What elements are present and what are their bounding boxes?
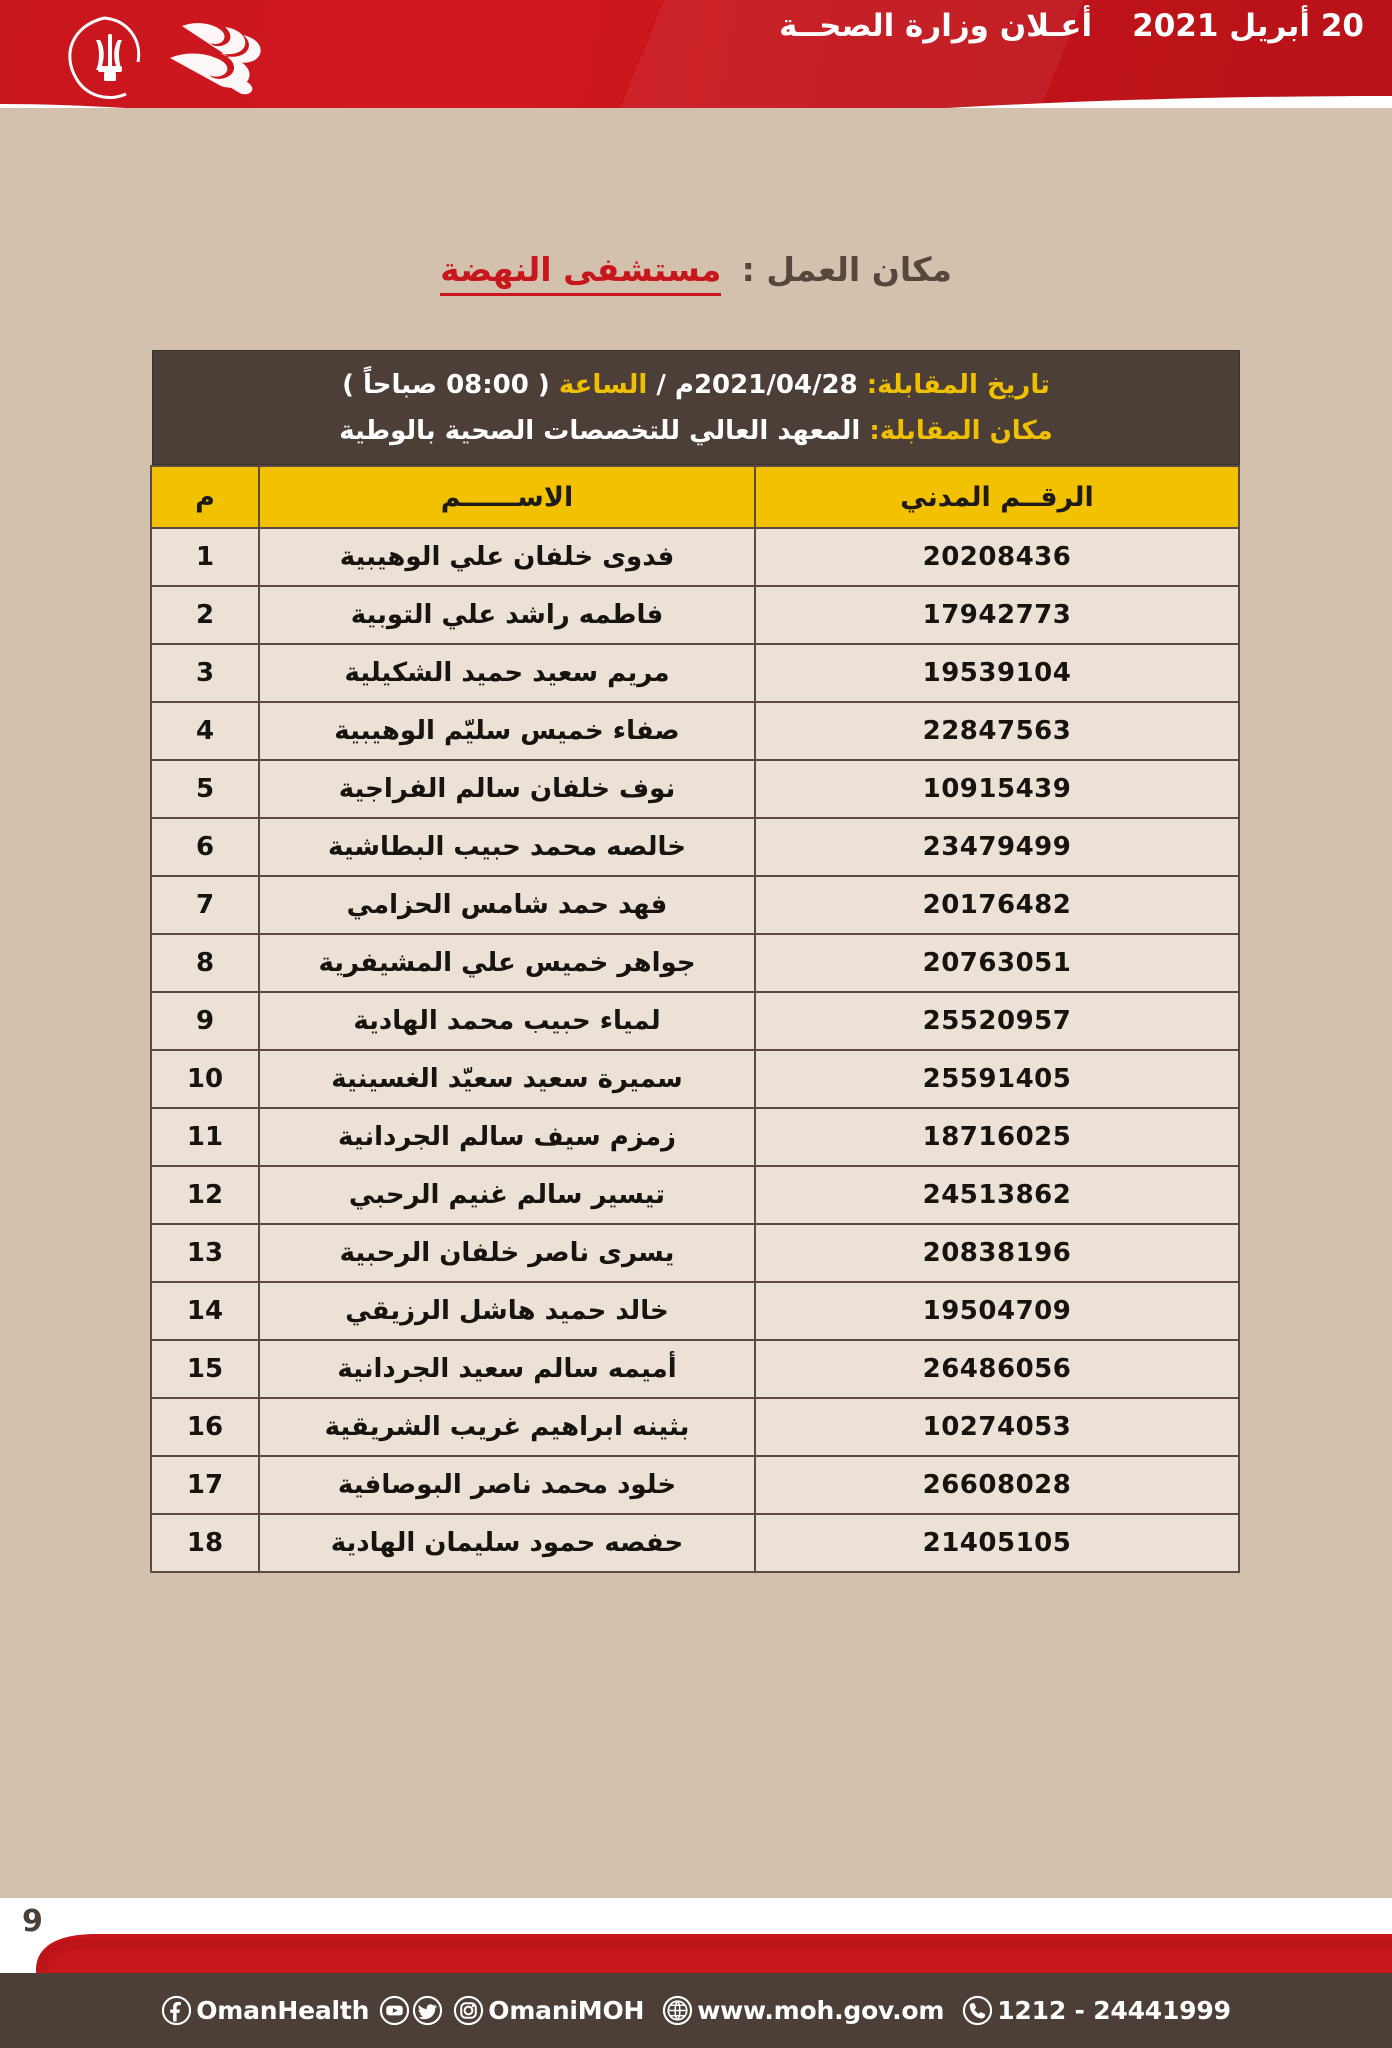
workplace-heading xyxy=(0,250,1392,289)
twitter-icon[interactable] xyxy=(412,1995,443,2026)
table-row xyxy=(151,818,1239,876)
interview-place-line xyxy=(179,413,1213,451)
cell-index: 4 xyxy=(151,702,259,760)
footer-item[interactable] xyxy=(962,1995,1231,2026)
page-number: 9 xyxy=(22,1904,43,1939)
cell-index: 3 xyxy=(151,644,259,702)
interview-time-label: الساعة xyxy=(558,370,648,400)
cell-civil-number: 20176482 xyxy=(755,876,1239,934)
footer-item[interactable] xyxy=(453,1995,644,2026)
cell-index: 18 xyxy=(151,1514,259,1572)
workplace-value: مستشفى النهضة xyxy=(440,250,721,296)
cell-index: 7 xyxy=(151,876,259,934)
interview-date-label: تاريخ المقابلة: xyxy=(866,370,1050,400)
applicants-table xyxy=(150,465,1240,1573)
cell-index: 8 xyxy=(151,934,259,992)
column-header-index: م xyxy=(151,466,259,528)
cell-index: 17 xyxy=(151,1456,259,1514)
table-row xyxy=(151,760,1239,818)
table-row xyxy=(151,876,1239,934)
interview-place-value: المعهد العالي للتخصصات الصحية بالوطية xyxy=(339,415,861,446)
table-row xyxy=(151,702,1239,760)
youtube-icon[interactable] xyxy=(379,1995,410,2026)
table-row xyxy=(151,644,1239,702)
column-header-name: الاســــــم xyxy=(259,466,755,528)
registration-table-block xyxy=(152,350,1240,1573)
cell-civil-number: 26608028 xyxy=(755,1456,1239,1514)
footer-item[interactable] xyxy=(161,1995,369,2026)
table-row xyxy=(151,992,1239,1050)
table-row xyxy=(151,1514,1239,1572)
cell-index: 2 xyxy=(151,586,259,644)
table-row xyxy=(151,934,1239,992)
cell-civil-number: 18716025 xyxy=(755,1108,1239,1166)
table-row xyxy=(151,1282,1239,1340)
cell-name: بثينه ابراهيم غريب الشريقية xyxy=(259,1398,755,1456)
cell-civil-number: 23479499 xyxy=(755,818,1239,876)
header-title: أعـلان وزارة الصحــة xyxy=(779,8,1093,44)
globe-icon[interactable] xyxy=(662,1995,693,2026)
cell-name: أميمه سالم سعيد الجردانية xyxy=(259,1340,755,1398)
cell-name: صفاء خميس سليّم الوهيبية xyxy=(259,702,755,760)
footer-item[interactable] xyxy=(379,1995,410,2026)
cell-index: 5 xyxy=(151,760,259,818)
cell-name: تيسير سالم غنيم الرحبي xyxy=(259,1166,755,1224)
table-row xyxy=(151,1340,1239,1398)
cell-name: خالصه محمد حبيب البطاشية xyxy=(259,818,755,876)
cell-index: 9 xyxy=(151,992,259,1050)
cell-name: خلود محمد ناصر البوصافية xyxy=(259,1456,755,1514)
cell-index: 1 xyxy=(151,528,259,586)
cell-civil-number: 10915439 xyxy=(755,760,1239,818)
cell-index: 16 xyxy=(151,1398,259,1456)
facebook-icon[interactable] xyxy=(161,1995,192,2026)
interview-info-box xyxy=(152,350,1240,465)
cell-name: حفصه حمود سليمان الهادية xyxy=(259,1514,755,1572)
cell-civil-number: 19504709 xyxy=(755,1282,1239,1340)
cell-civil-number: 24513862 xyxy=(755,1166,1239,1224)
table-row xyxy=(151,1108,1239,1166)
interview-place-label: مكان المقابلة: xyxy=(869,415,1053,446)
cell-name: خالد حميد هاشل الرزيقي xyxy=(259,1282,755,1340)
footer-item-label: OmaniMOH xyxy=(488,1996,645,2025)
footer-links xyxy=(0,1973,1392,2048)
cell-name: سميرة سعيد سعيّد الغسينية xyxy=(259,1050,755,1108)
cell-name: نوف خلفان سالم الفراجية xyxy=(259,760,755,818)
table-row xyxy=(151,586,1239,644)
interview-time-value: ( 08:00 صباحاً ) xyxy=(342,370,550,400)
table-row xyxy=(151,1224,1239,1282)
footer-item-label: OmanHealth xyxy=(196,1996,370,2025)
cell-name: لمياء حبيب محمد الهادية xyxy=(259,992,755,1050)
cell-index: 14 xyxy=(151,1282,259,1340)
table-body xyxy=(151,528,1239,1572)
cell-name: يسرى ناصر خلفان الرحبية xyxy=(259,1224,755,1282)
table-row xyxy=(151,1456,1239,1514)
cell-civil-number: 26486056 xyxy=(755,1340,1239,1398)
cell-name: فهد حمد شامس الحزامي xyxy=(259,876,755,934)
cell-index: 13 xyxy=(151,1224,259,1282)
cell-civil-number: 21405105 xyxy=(755,1514,1239,1572)
cell-index: 15 xyxy=(151,1340,259,1398)
cell-civil-number: 20208436 xyxy=(755,528,1239,586)
cell-civil-number: 25591405 xyxy=(755,1050,1239,1108)
cell-civil-number: 20838196 xyxy=(755,1224,1239,1282)
table-row xyxy=(151,1050,1239,1108)
cell-name: مريم سعيد حميد الشكيلية xyxy=(259,644,755,702)
page-footer xyxy=(0,1908,1392,2048)
cell-index: 12 xyxy=(151,1166,259,1224)
table-head xyxy=(151,466,1239,528)
footer-item[interactable] xyxy=(412,1995,443,2026)
header-text-group xyxy=(779,8,1364,44)
table-row xyxy=(151,1398,1239,1456)
column-header-civil-number: الرقــم المدني xyxy=(755,466,1239,528)
cell-name: فدوى خلفان علي الوهيبية xyxy=(259,528,755,586)
phone-icon[interactable] xyxy=(962,1995,993,2026)
footer-item[interactable] xyxy=(662,1995,944,2026)
interview-datetime-line xyxy=(179,367,1213,405)
cell-civil-number: 20763051 xyxy=(755,934,1239,992)
interview-date-value: 2021/04/28م / xyxy=(656,370,858,400)
cell-name: زمزم سيف سالم الجردانية xyxy=(259,1108,755,1166)
cell-name: جواهر خميس علي المشيفرية xyxy=(259,934,755,992)
cell-index: 11 xyxy=(151,1108,259,1166)
instagram-icon[interactable] xyxy=(453,1995,484,2026)
cell-civil-number: 25520957 xyxy=(755,992,1239,1050)
table-row xyxy=(151,1166,1239,1224)
table-header-row xyxy=(151,466,1239,528)
cell-civil-number: 10274053 xyxy=(755,1398,1239,1456)
cell-civil-number: 19539104 xyxy=(755,644,1239,702)
footer-item-label: www.moh.gov.om xyxy=(697,1996,945,2025)
cell-index: 6 xyxy=(151,818,259,876)
table-row xyxy=(151,528,1239,586)
cell-civil-number: 22847563 xyxy=(755,702,1239,760)
cell-civil-number: 17942773 xyxy=(755,586,1239,644)
header-date: 20 أبريل 2021 xyxy=(1132,8,1364,44)
cell-index: 10 xyxy=(151,1050,259,1108)
workplace-label: مكان العمل : xyxy=(741,250,952,289)
footer-item-label: 1212 - 24441999 xyxy=(997,1996,1231,2025)
cell-name: فاطمه راشد علي التوبية xyxy=(259,586,755,644)
ministry-of-health-logo-icon xyxy=(42,6,342,106)
